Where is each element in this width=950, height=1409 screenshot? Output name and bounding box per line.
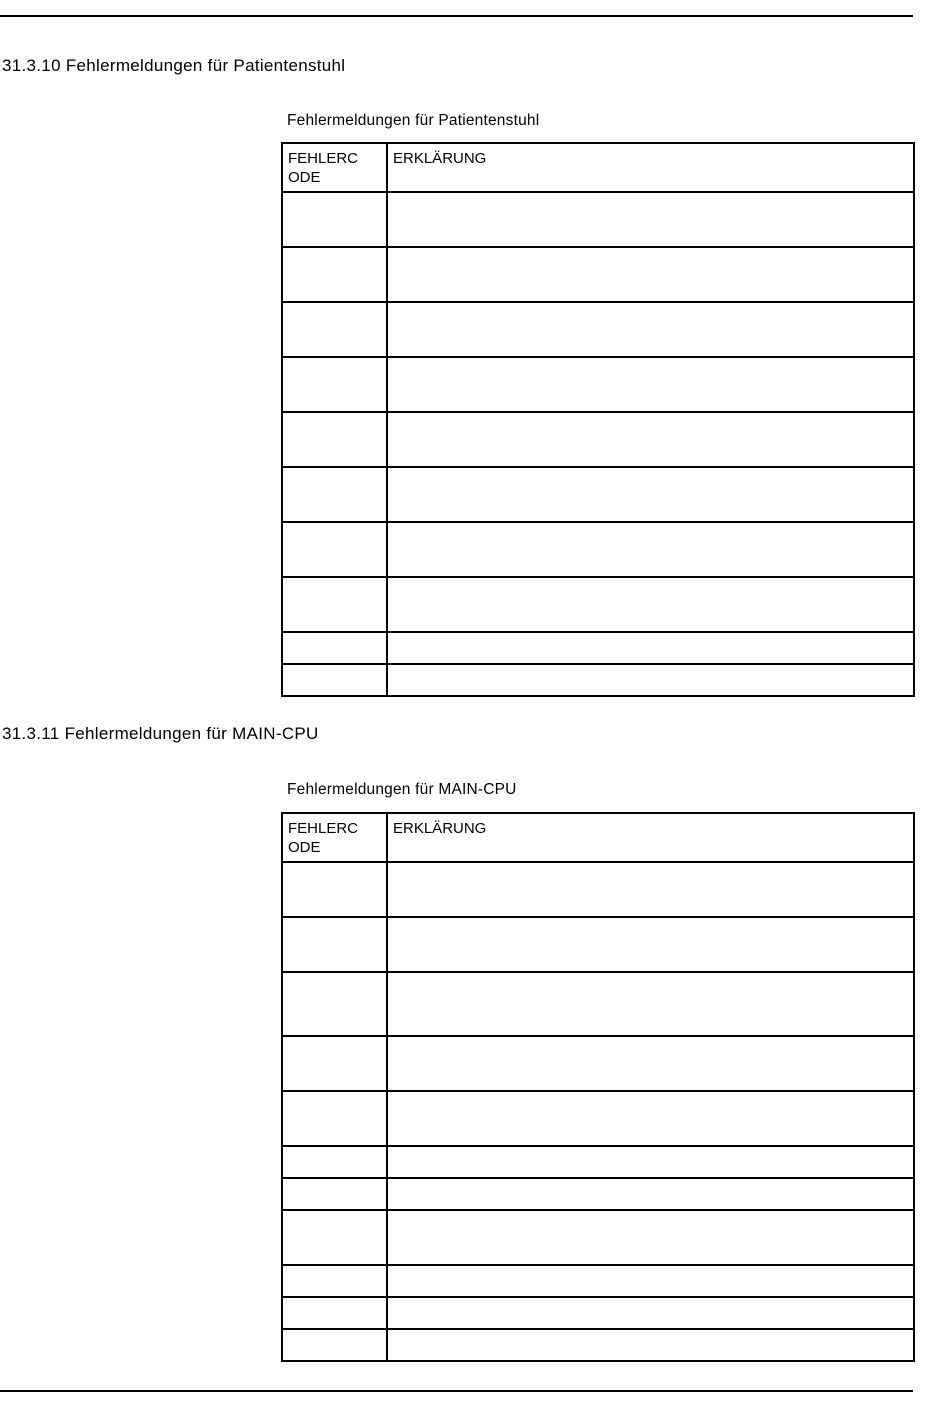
column-header-explanation: ERKLÄRUNG — [387, 813, 914, 862]
top-rule — [0, 15, 913, 17]
table-row — [282, 1178, 914, 1210]
code-cell — [282, 1036, 387, 1091]
table-row — [282, 412, 914, 467]
table-row — [282, 1265, 914, 1297]
explanation-cell — [387, 664, 914, 696]
explanation-cell — [387, 1091, 914, 1146]
table-row — [282, 972, 914, 1036]
table-row — [282, 664, 914, 696]
explanation-cell — [387, 1146, 914, 1178]
table-row — [282, 192, 914, 247]
table-row — [282, 302, 914, 357]
column-header-code: FEHLERC ODE — [282, 813, 387, 862]
code-cell — [282, 1297, 387, 1329]
explanation-cell — [387, 1265, 914, 1297]
table-row — [282, 1210, 914, 1265]
table-row — [282, 1146, 914, 1178]
table-header-row — [282, 143, 914, 192]
code-cell — [282, 522, 387, 577]
explanation-cell — [387, 192, 914, 247]
code-cell — [282, 467, 387, 522]
explanation-cell — [387, 972, 914, 1036]
code-cell — [282, 1210, 387, 1265]
table-row — [282, 1297, 914, 1329]
code-cell — [282, 632, 387, 664]
table-row — [282, 577, 914, 632]
table-row — [282, 467, 914, 522]
error-table-patientenstuhl — [281, 142, 915, 697]
explanation-cell — [387, 632, 914, 664]
code-cell — [282, 862, 387, 917]
column-header-explanation: ERKLÄRUNG — [387, 143, 914, 192]
explanation-cell — [387, 357, 914, 412]
explanation-cell — [387, 577, 914, 632]
code-cell — [282, 917, 387, 972]
table-row — [282, 1091, 914, 1146]
explanation-cell — [387, 412, 914, 467]
code-cell — [282, 302, 387, 357]
code-cell — [282, 1178, 387, 1210]
table-row — [282, 917, 914, 972]
table-caption-patientenstuhl: Fehlermeldungen für Patientenstuhl — [287, 112, 540, 129]
code-cell — [282, 192, 387, 247]
code-cell — [282, 1146, 387, 1178]
table-row — [282, 1329, 914, 1361]
explanation-cell — [387, 247, 914, 302]
explanation-cell — [387, 1178, 914, 1210]
table-caption-main-cpu: Fehlermeldungen für MAIN-CPU — [287, 781, 517, 798]
table-row — [282, 862, 914, 917]
table-row — [282, 1036, 914, 1091]
section-heading-patientenstuhl: 31.3.10 Fehlermeldungen für Patientenstuhl — [2, 56, 346, 75]
explanation-cell — [387, 1036, 914, 1091]
column-header-code: FEHLERC ODE — [282, 143, 387, 192]
explanation-cell — [387, 1210, 914, 1265]
explanation-cell — [387, 522, 914, 577]
explanation-cell — [387, 467, 914, 522]
code-cell — [282, 357, 387, 412]
table-row — [282, 247, 914, 302]
code-cell — [282, 664, 387, 696]
explanation-cell — [387, 917, 914, 972]
explanation-cell — [387, 302, 914, 357]
table-row — [282, 632, 914, 664]
table-header-row — [282, 813, 914, 862]
code-cell — [282, 972, 387, 1036]
code-cell — [282, 1265, 387, 1297]
error-table-main-cpu — [281, 812, 915, 1362]
code-cell — [282, 577, 387, 632]
table-row — [282, 357, 914, 412]
explanation-cell — [387, 1329, 914, 1361]
code-cell — [282, 412, 387, 467]
table-row — [282, 522, 914, 577]
explanation-cell — [387, 1297, 914, 1329]
code-cell — [282, 1091, 387, 1146]
section-heading-main-cpu: 31.3.11 Fehlermeldungen für MAIN-CPU — [2, 724, 319, 743]
bottom-rule — [0, 1390, 913, 1392]
code-cell — [282, 1329, 387, 1361]
code-cell — [282, 247, 387, 302]
explanation-cell — [387, 862, 914, 917]
